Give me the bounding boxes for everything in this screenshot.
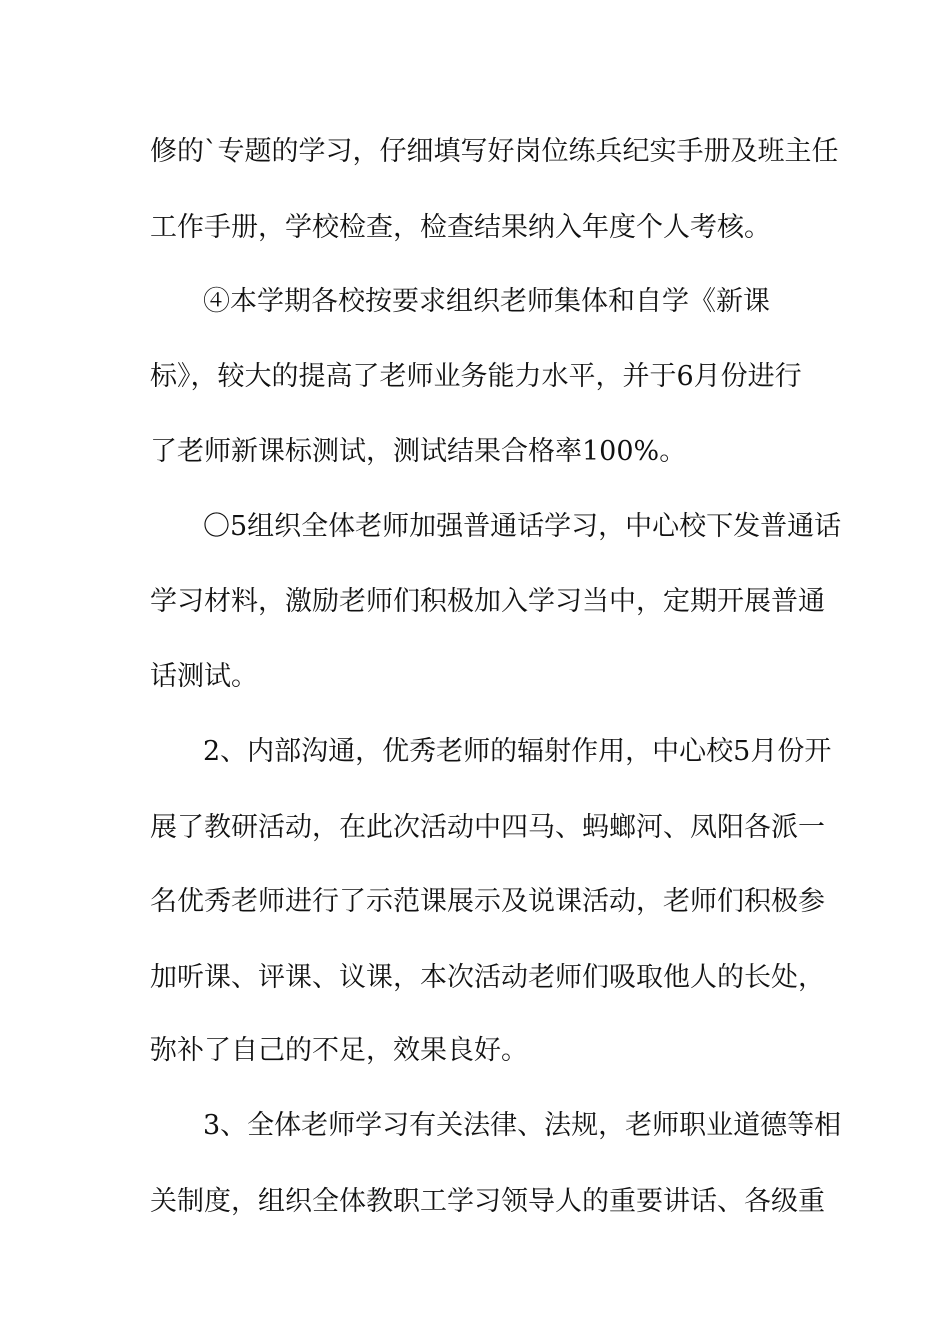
text-line: 话测试。 <box>150 661 258 692</box>
text-line: 关制度，组织全体教职工学习领导人的重要讲话、各级重 <box>150 1186 825 1217</box>
text-line: 展了教研活动，在此次活动中四马、蚂螂河、凤阳各派一 <box>150 812 825 843</box>
text-line: 〇5组织全体老师加强普通话学习，中心校下发普通话 <box>203 511 842 542</box>
text-line: 了老师新课标测试，测试结果合格率100%。 <box>150 436 687 467</box>
text-line: 加听课、评课、议课，本次活动老师们吸取他人的长处， <box>150 962 825 993</box>
text-line: ④本学期各校按要求组织老师集体和自学《新课 <box>203 286 770 317</box>
text-line: 工作手册，学校检查，检查结果纳入年度个人考核。 <box>150 212 771 243</box>
text-line: 名优秀老师进行了示范课展示及说课活动，老师们积极参 <box>150 886 825 917</box>
text-line: 3、全体老师学习有关法律、法规，老师职业道德等相 <box>203 1110 842 1141</box>
text-line: 标》，较大的提高了老师业务能力水平，并于6月份进行 <box>150 361 802 392</box>
text-line: 学习材料，激励老师们积极加入学习当中，定期开展普通 <box>150 586 825 617</box>
text-line: 修的`专题的学习，仔细填写好岗位练兵纪实手册及班主任 <box>150 136 839 167</box>
text-line: 2、内部沟通，优秀老师的辐射作用，中心校5月份开 <box>203 736 832 767</box>
text-line: 弥补了自己的不足，效果良好。 <box>150 1035 528 1066</box>
